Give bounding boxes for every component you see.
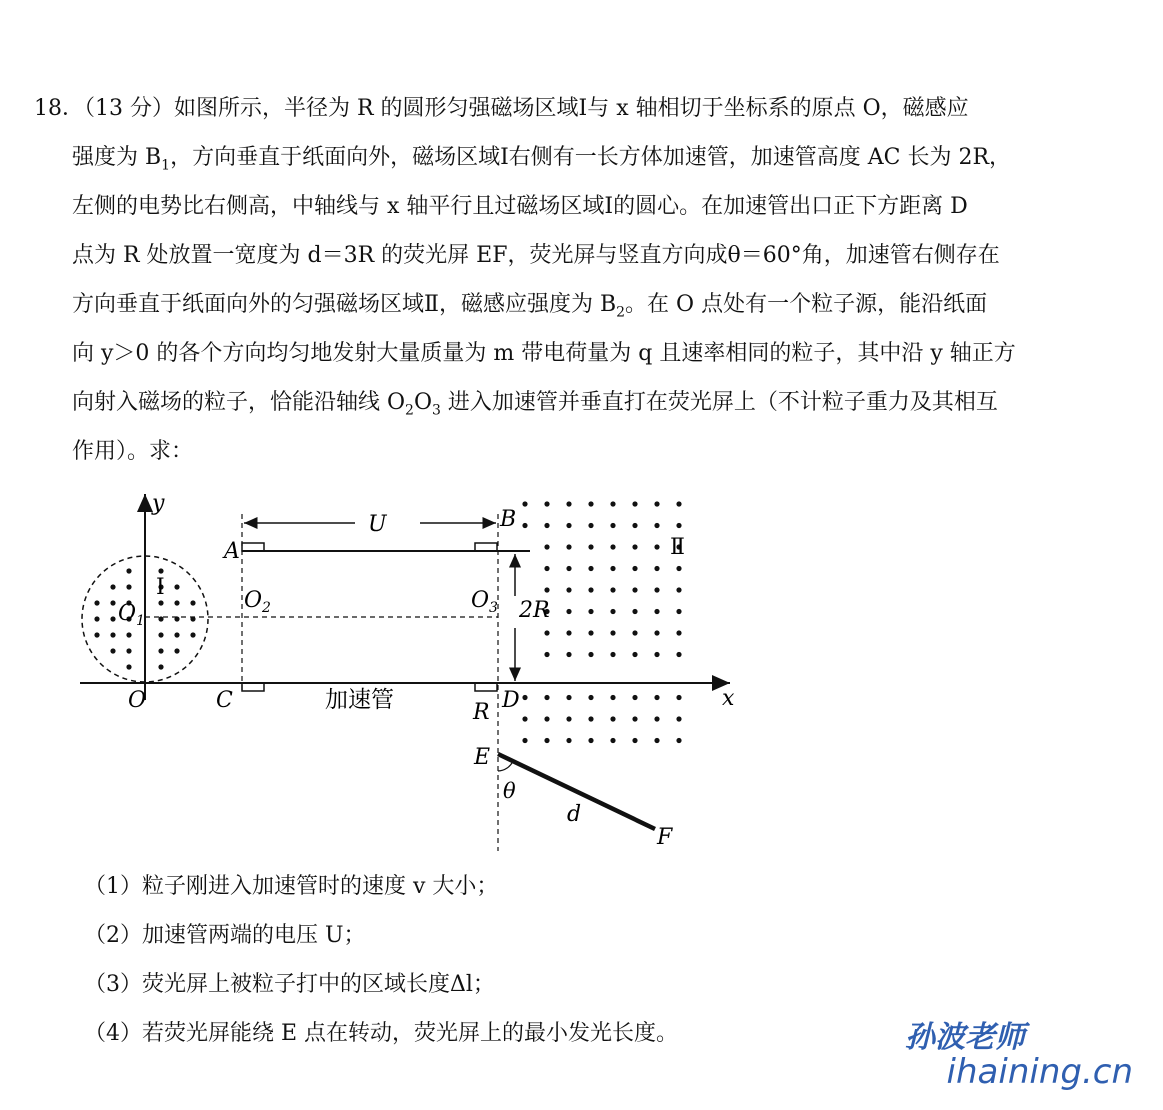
question-1: （1）粒子刚进入加速管时的速度 v 大小；	[84, 874, 499, 899]
problem-line-3: 左侧的电势比右侧高，中轴线与 x 轴平行且过磁场区域Ⅰ的圆心。在加速管出口正下方距离 D	[72, 194, 968, 219]
field-dot	[126, 584, 131, 589]
field-dot	[110, 616, 115, 621]
field-dot	[610, 695, 615, 700]
problem-line-4: 点为 R 处放置一宽度为 d＝3R 的荧光屏 EF，荧光屏与竖直方向成θ＝60°角，加速管右侧存在	[72, 243, 1000, 268]
field-dot	[654, 587, 659, 592]
field-dot	[676, 501, 681, 506]
field-dot	[610, 501, 615, 506]
field-dot	[654, 501, 659, 506]
field-dot	[588, 566, 593, 571]
field-dot	[632, 652, 637, 657]
field-dot	[610, 587, 615, 592]
field-dot	[676, 716, 681, 721]
field-dot	[544, 716, 549, 721]
field-dot	[676, 523, 681, 528]
field-dot	[588, 501, 593, 506]
electrode-c	[242, 683, 264, 691]
field-dot	[654, 544, 659, 549]
field-dot	[588, 716, 593, 721]
field-dot	[544, 695, 549, 700]
field-dot	[676, 587, 681, 592]
field-dot	[522, 501, 527, 506]
field-dot	[588, 609, 593, 614]
field-dot	[174, 600, 179, 605]
field-dot	[610, 716, 615, 721]
field-dot	[158, 632, 163, 637]
field-dot	[632, 716, 637, 721]
field-dot	[676, 695, 681, 700]
field-dot	[544, 523, 549, 528]
field-dot	[126, 664, 131, 669]
electrode-d	[475, 683, 497, 691]
physics-diagram	[70, 486, 770, 856]
field-dot	[110, 584, 115, 589]
field-dot	[544, 544, 549, 549]
field-dot	[566, 695, 571, 700]
question-3: （3）荧光屏上被粒子打中的区域长度Δl；	[84, 972, 495, 997]
question-list	[84, 862, 678, 1058]
field-dot	[544, 738, 549, 743]
field-dot	[544, 652, 549, 657]
field-dot	[190, 600, 195, 605]
question-2: （2）加速管两端的电压 U；	[84, 923, 366, 948]
field-dot	[676, 566, 681, 571]
field-dot	[676, 609, 681, 614]
field-dot	[610, 609, 615, 614]
field-dot	[126, 568, 131, 573]
field-dot	[588, 630, 593, 635]
field-dot	[610, 738, 615, 743]
field-dot	[566, 587, 571, 592]
field-dot	[158, 616, 163, 621]
field-dot	[522, 738, 527, 743]
field-dot	[632, 587, 637, 592]
field-dot	[94, 600, 99, 605]
field-dot	[110, 648, 115, 653]
field-dot	[566, 738, 571, 743]
label-a: A	[224, 539, 240, 564]
field-dot	[588, 695, 593, 700]
field-dot	[522, 716, 527, 721]
problem-line-1: 18．（13 分）如图所示，半径为 R 的圆形匀强磁场区域Ⅰ与 x 轴相切于坐标系的原点 O，磁感应	[34, 96, 969, 121]
label-o: O	[128, 688, 147, 713]
field-dot	[632, 523, 637, 528]
field-dot	[610, 566, 615, 571]
field-dot	[654, 695, 659, 700]
field-dot	[522, 523, 527, 528]
field-dot	[158, 648, 163, 653]
label-tube: 加速管	[325, 687, 394, 713]
field-dot	[110, 632, 115, 637]
field-dot	[566, 566, 571, 571]
field-dot	[174, 584, 179, 589]
field-dot	[94, 616, 99, 621]
field-dot	[544, 501, 549, 506]
field-dot	[676, 652, 681, 657]
field-dot	[632, 544, 637, 549]
field-dot	[566, 630, 571, 635]
field-dot	[190, 632, 195, 637]
field-dot	[126, 632, 131, 637]
field-dot	[654, 523, 659, 528]
field-dot	[654, 716, 659, 721]
label-x: x	[722, 686, 735, 711]
label-b: B	[500, 507, 517, 532]
label-d-width: d	[567, 802, 582, 827]
field-dot	[676, 738, 681, 743]
field-dot	[110, 600, 115, 605]
problem-text	[34, 84, 1124, 476]
electrode-a	[242, 543, 264, 551]
field-dot	[126, 648, 131, 653]
label-region-i: I	[156, 575, 165, 600]
field-dot	[588, 523, 593, 528]
problem-line-5: 方向垂直于纸面向外的匀强磁场区域Ⅱ，磁感应强度为 $B_2$。在 O 点处有一个粒子源，能沿纸面	[72, 292, 988, 321]
field-dot	[676, 630, 681, 635]
field-dot	[158, 664, 163, 669]
label-c: C	[216, 688, 233, 713]
field-dot	[544, 630, 549, 635]
label-r: R	[473, 700, 490, 725]
label-region-ii: Ⅱ	[670, 535, 685, 560]
field-dot	[566, 544, 571, 549]
field-dot	[566, 716, 571, 721]
field-dot	[632, 566, 637, 571]
field-dot	[544, 566, 549, 571]
label-o1: $O_1$	[118, 601, 145, 629]
label-d: D	[502, 688, 520, 713]
field-dot	[158, 568, 163, 573]
watermark-name: 孙波老师	[905, 1020, 1025, 1055]
label-theta: θ	[503, 779, 516, 803]
field-dot	[632, 609, 637, 614]
field-dot	[174, 648, 179, 653]
field-dot	[544, 587, 549, 592]
field-dot	[654, 630, 659, 635]
field-dot	[654, 609, 659, 614]
field-dot	[610, 630, 615, 635]
field-dot	[610, 523, 615, 528]
problem-line-8: 作用）。求：	[72, 439, 194, 464]
field-dot	[632, 501, 637, 506]
field-dot	[522, 695, 527, 700]
label-2r: 2R	[519, 598, 550, 623]
field-dot	[566, 609, 571, 614]
field-dot	[632, 738, 637, 743]
electrode-b	[475, 543, 497, 551]
problem-line-7: 向射入磁场的粒子，恰能沿轴线 $O_2O_3$ 进入加速管并垂直打在荧光屏上（不计粒子重力及其相互	[72, 390, 998, 419]
label-u: U	[368, 512, 387, 537]
field-dot	[588, 652, 593, 657]
label-y: y	[152, 491, 165, 516]
field-dot	[158, 600, 163, 605]
field-dot	[610, 544, 615, 549]
label-o3: $O_3$	[471, 588, 498, 616]
field-dot	[632, 630, 637, 635]
problem-line-6: 向 y＞0 的各个方向均匀地发射大量质量为 m 带电荷量为 q 且速率相同的粒子，其中沿 y 轴正方	[72, 341, 1016, 366]
field-dot	[566, 501, 571, 506]
watermark-url: ihaining.cn	[946, 1052, 1133, 1092]
field-dot	[94, 632, 99, 637]
field-dot	[632, 695, 637, 700]
field-dot	[610, 652, 615, 657]
field-dot	[588, 738, 593, 743]
field-dot	[654, 566, 659, 571]
field-dot	[654, 738, 659, 743]
field-dot	[588, 587, 593, 592]
field-dot	[566, 652, 571, 657]
field-dot	[588, 544, 593, 549]
field-dot	[654, 652, 659, 657]
label-f: F	[657, 825, 673, 850]
field-dot	[174, 632, 179, 637]
field-dot	[566, 523, 571, 528]
problem-line-2: 强度为 $B_1$，方向垂直于纸面向外，磁场区域Ⅰ右侧有一长方体加速管，加速管高度 AC 长为 2R，	[72, 145, 1012, 174]
label-o2: $O_2$	[244, 588, 271, 616]
question-4: （4）若荧光屏能绕 E 点在转动，荧光屏上的最小发光长度。	[84, 1021, 679, 1046]
label-e: E	[474, 745, 491, 770]
